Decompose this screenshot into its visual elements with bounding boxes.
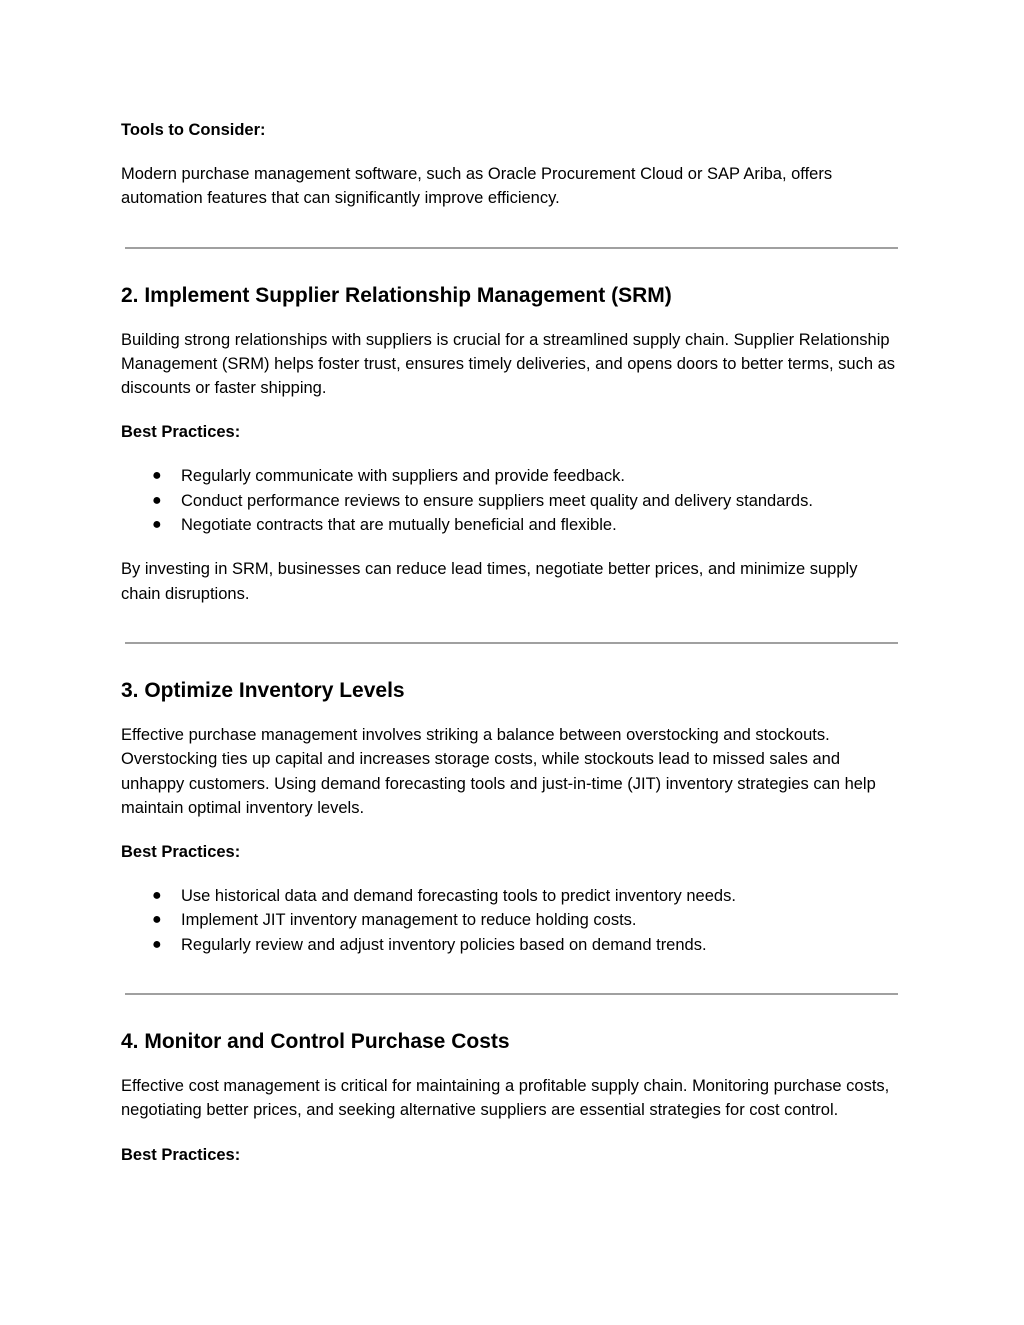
best-practices-label: Best Practices: (121, 423, 241, 442)
section-divider (125, 993, 898, 995)
bullet-icon: ● (152, 911, 162, 929)
list-item-text: Negotiate contracts that are mutually beneficial and flexible. (181, 516, 617, 535)
tools-paragraph: Modern purchase management software, such as Oracle Procurement Cloud or SAP Ariba, offers automation features that can significantly improve efficiency. (121, 165, 833, 208)
bullet-icon: ● (152, 467, 162, 485)
list-item (121, 884, 901, 908)
list-item (121, 908, 901, 932)
tools-label: Tools to Consider: (121, 121, 266, 139)
list-item-text: Use historical data and demand forecasting tools to predict inventory needs. (181, 887, 736, 906)
list-item (121, 513, 901, 537)
section-intro-srm: Building strong relationships with suppliers is crucial for a streamlined supply chain. Supplier Relationship Management (SRM) helps foster trust, ensures timely deliveries, and opens doors to better terms, such as discounts or faster shipping. (121, 330, 896, 398)
best-practices-label: Best Practices: (121, 843, 241, 862)
section-closing-srm: By investing in SRM, businesses can reduce lead times, negotiate better prices, and minimize supply chain disruptions. (121, 560, 858, 603)
list-item-text: Conduct performance reviews to ensure suppliers meet quality and delivery standards. (181, 491, 813, 510)
section-heading-costs: 4. Monitor and Control Purchase Costs (121, 1030, 510, 1054)
section-heading-srm: 2. Implement Supplier Relationship Management (SRM) (121, 283, 672, 307)
best-practices-list (121, 464, 901, 537)
section-heading-inventory: 3. Optimize Inventory Levels (121, 678, 405, 702)
list-item-text: Regularly communicate with suppliers and provide feedback. (181, 467, 625, 486)
bullet-icon: ● (152, 887, 162, 905)
section-intro-inventory: Effective purchase management involves striking a balance between overstocking and stockouts. Overstocking ties up capital and increases storage costs, while stockouts lead to missed sales and unhappy customers. Using demand forecasting tools and just-in-time (JIT) inventory strategies can help maintain optimal inventory levels. (121, 725, 876, 817)
document-page (121, 118, 901, 1167)
bullet-icon: ● (152, 491, 162, 509)
section-divider (125, 247, 898, 249)
list-item-text: Implement JIT inventory management to reduce holding costs. (181, 911, 637, 930)
best-practices-list (121, 884, 901, 957)
section-divider (125, 642, 898, 644)
list-item (121, 489, 901, 513)
list-item (121, 464, 901, 488)
list-item-text: Regularly review and adjust inventory policies based on demand trends. (181, 935, 707, 954)
bullet-icon: ● (152, 935, 162, 953)
bullet-icon: ● (152, 516, 162, 534)
list-item (121, 933, 901, 957)
section-intro-costs: Effective cost management is critical for maintaining a profitable supply chain. Monitoring purchase costs, negotiating better prices, and seeking alternative suppliers are essential strategies for cost control. (121, 1077, 890, 1120)
best-practices-label: Best Practices: (121, 1145, 241, 1164)
